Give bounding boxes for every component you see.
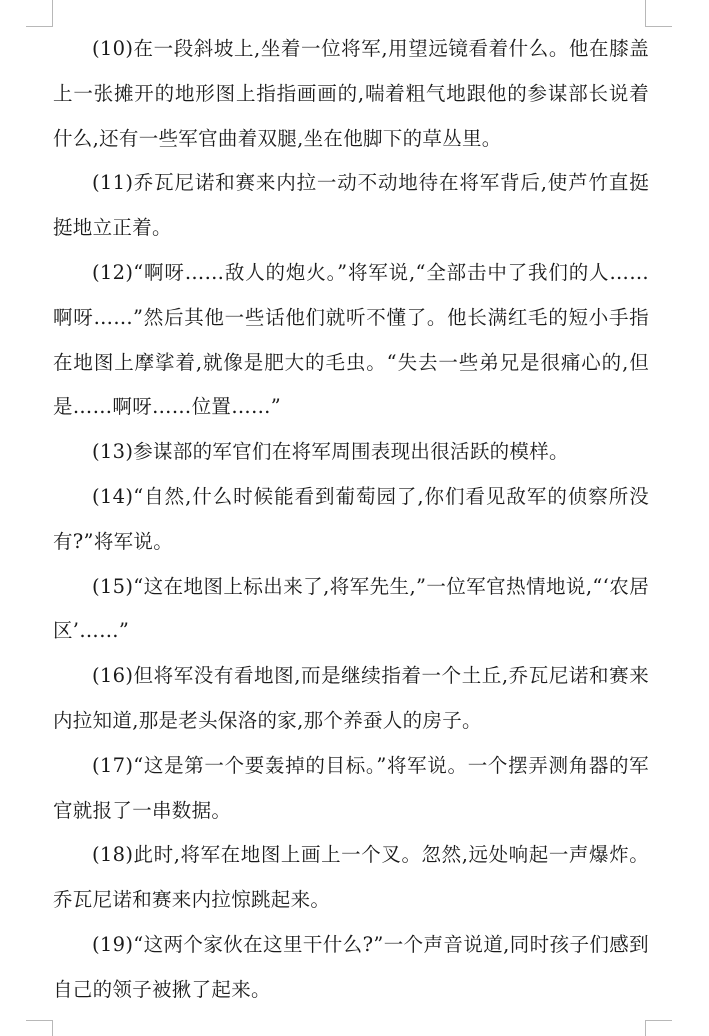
paragraph-15: (15)“这在地图上标出来了,将军先生,”一位军官热情地说,“‘农居区’……” xyxy=(53,574,649,643)
paragraph-12: (12)“啊呀……敌人的炮火。”将军说,“全部击中了我们的人……啊呀……”然后其他一些话他们就听不懂了。他长满红毛的短小手指在地图上摩挲着,就像是肥大的毛虫。“失去一些弟兄是很痛心的,但是……啊呀……位置……” xyxy=(53,260,649,419)
paragraph-18: (18)此时,将军在地图上画上一个叉。忽然,远处响起一声爆炸。乔瓦尼诺和赛来内拉惊跳起来。 xyxy=(53,843,649,912)
paragraph-11: (11)乔瓦尼诺和赛来内拉一动不动地待在将军背后,使芦竹直挺挺地立正着。 xyxy=(53,171,649,240)
paragraph-16: (16)但将军没有看地图,而是继续指着一个土丘,乔瓦尼诺和赛来内拉知道,那是老头保洛的家,那个养蚕人的房子。 xyxy=(53,664,649,732)
paragraph-13: (13)参谋部的军官们在将军周围表现出很活跃的模样。 xyxy=(92,440,569,464)
crop-mark-bottom-right xyxy=(645,1020,672,1036)
crop-mark-bottom-left xyxy=(26,1020,53,1036)
crop-mark-top-right xyxy=(645,0,672,27)
paragraph-10: (10)在一段斜坡上,坐着一位将军,用望远镜看着什么。他在膝盖上一张摊开的地形图上指指画画的,喘着粗气地跟他的参谋部长说着什么,还有一些军官曲着双腿,坐在他脚下的草丛里。 xyxy=(53,37,649,150)
paragraph-17: (17)“这是第一个要轰掉的目标。”将军说。一个摆弄测角器的军官就报了一串数据。 xyxy=(53,753,649,822)
paragraph-19: (19)“这两个家伙在这里干什么?”一个声音说道,同时孩子们感到自己的领子被揪了起来。 xyxy=(53,932,649,1001)
crop-mark-top-left xyxy=(26,0,53,27)
document-body xyxy=(53,27,649,1013)
paragraph-14: (14)“自然,什么时候能看到葡萄园了,你们看见敌军的侦察所没有?”将军说。 xyxy=(53,484,649,553)
